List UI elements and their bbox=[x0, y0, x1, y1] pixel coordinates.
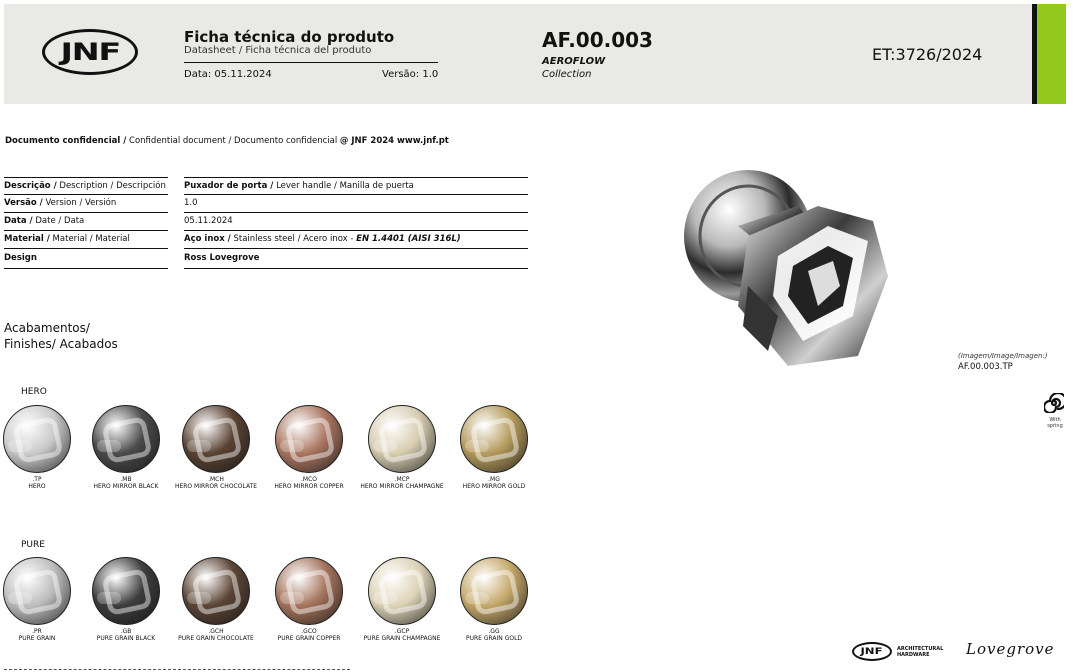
spec-rule bbox=[4, 230, 168, 231]
confidential-pt: Documento confidencial / bbox=[5, 136, 127, 146]
finish-code: .TP bbox=[32, 476, 42, 483]
swatch-highlight bbox=[280, 592, 304, 604]
spec-value-translations: 05.11.2024 bbox=[184, 216, 233, 226]
swatch-highlight bbox=[8, 592, 32, 604]
swatch-highlight bbox=[280, 440, 304, 452]
spec-label-translations: Date / Data bbox=[32, 216, 85, 226]
spec-label-translations: Description / Descripción bbox=[56, 181, 166, 191]
spec-rule bbox=[184, 177, 528, 178]
spec-value-translations: 1.0 bbox=[184, 198, 198, 208]
spec-label bbox=[4, 198, 116, 208]
swatch-highlight bbox=[187, 440, 211, 452]
finish-swatch bbox=[275, 405, 343, 473]
finish-swatch bbox=[3, 557, 71, 625]
finish-name: HERO MIRROR CHAMPAGNE bbox=[360, 483, 444, 490]
finish-name: HERO MIRROR COPPER bbox=[274, 483, 344, 490]
logo-text: JNF bbox=[60, 38, 120, 66]
jnf-logo bbox=[42, 29, 138, 75]
swatch-highlight bbox=[465, 440, 489, 452]
finish-swatch bbox=[3, 405, 71, 473]
spec-value bbox=[184, 216, 233, 226]
spec-value bbox=[184, 198, 198, 208]
finish-name: PURE GRAIN CHAMPAGNE bbox=[363, 635, 441, 642]
image-code: AF.00.003.TP bbox=[958, 362, 1013, 372]
product-code: AF.00.003 bbox=[542, 28, 653, 52]
finish-name: HERO MIRROR BLACK bbox=[93, 483, 159, 490]
footer-logo-text: JNF bbox=[860, 646, 884, 657]
confidential-others: Confidential document / Documento confidencial bbox=[126, 136, 340, 146]
spec-value bbox=[184, 181, 414, 191]
spec-label-translations: Material / Material bbox=[49, 234, 130, 244]
spring-icon bbox=[1044, 393, 1064, 413]
document-title: Ficha técnica do produto bbox=[184, 28, 395, 46]
swatch-highlight bbox=[97, 440, 121, 452]
image-caption: (Imagem/Image/Imagen:) bbox=[958, 352, 1048, 360]
spec-rule bbox=[4, 248, 168, 249]
finish-swatch bbox=[368, 557, 436, 625]
document-subtitle: Datasheet / Ficha técnica del produto bbox=[184, 45, 372, 56]
spec-rule bbox=[4, 194, 168, 195]
spec-value-primary: Ross Lovegrove bbox=[184, 253, 260, 263]
spring-label-line2: spring bbox=[1047, 423, 1063, 429]
finish-label bbox=[439, 476, 549, 490]
spec-value-translations: Lever handle / Manilla de puerta bbox=[273, 181, 414, 191]
spec-label-primary: Material / bbox=[4, 234, 50, 244]
finish-swatch bbox=[368, 405, 436, 473]
footer-jnf-logo bbox=[852, 642, 892, 661]
finish-swatch bbox=[275, 557, 343, 625]
finish-code: .GCH bbox=[208, 628, 224, 635]
spec-rule bbox=[184, 248, 528, 249]
spec-label bbox=[4, 181, 166, 191]
spring-label-line1: With bbox=[1049, 417, 1061, 423]
finish-swatch bbox=[92, 405, 160, 473]
spring-label bbox=[1044, 417, 1066, 429]
swatch-highlight bbox=[373, 592, 397, 604]
finish-swatch bbox=[460, 405, 528, 473]
spec-rule bbox=[184, 194, 528, 195]
header-rule bbox=[184, 62, 438, 63]
spec-rule bbox=[4, 268, 168, 269]
swatch-highlight bbox=[465, 592, 489, 604]
finishes-title bbox=[4, 320, 118, 352]
finish-name: PURE GRAIN CHOCOLATE bbox=[178, 635, 254, 642]
spec-value-standard: EN 1.4401 (AISI 316L) bbox=[356, 234, 461, 244]
swatch-highlight bbox=[187, 592, 211, 604]
finish-code: .MCP bbox=[394, 476, 410, 483]
finish-swatch bbox=[92, 557, 160, 625]
et-code: ET:3726/2024 bbox=[872, 45, 983, 64]
finish-name: PURE GRAIN BLACK bbox=[96, 635, 156, 642]
finish-group-title: PURE bbox=[21, 540, 45, 550]
finish-name: PURE GRAIN bbox=[18, 635, 56, 642]
finish-code: .GCO bbox=[301, 628, 317, 635]
spec-rule bbox=[4, 177, 168, 178]
swatch-highlight bbox=[373, 440, 397, 452]
spec-value-primary: Puxador de porta / bbox=[184, 181, 274, 191]
spec-rule bbox=[184, 268, 528, 269]
product-image bbox=[678, 166, 892, 376]
footer-dashed-rule bbox=[4, 669, 350, 670]
finish-swatch bbox=[182, 405, 250, 473]
finish-code: .MCO bbox=[301, 476, 317, 483]
spec-label-primary: Design bbox=[4, 253, 37, 263]
spec-rule bbox=[184, 230, 528, 231]
footer-arch-line2: HARDWARE bbox=[897, 652, 930, 658]
spec-label-primary: Versão / bbox=[4, 198, 43, 208]
designer-signature: Lovegrove bbox=[966, 640, 1055, 658]
finish-name: PURE GRAIN GOLD bbox=[465, 635, 523, 642]
spec-label-primary: Descrição / bbox=[4, 181, 57, 191]
finishes-title-line2: Finishes/ Acabados bbox=[4, 337, 118, 351]
spec-value bbox=[184, 253, 259, 263]
finish-name: PURE GRAIN COPPER bbox=[277, 635, 341, 642]
finish-code: .MB bbox=[120, 476, 132, 483]
finish-code: .PR bbox=[32, 628, 42, 635]
footer-arch-line1: ARCHITECTURAL bbox=[897, 646, 944, 652]
finish-swatch bbox=[182, 557, 250, 625]
spec-label bbox=[4, 234, 130, 244]
header-date: Data: 05.11.2024 bbox=[184, 69, 272, 80]
confidential-notice bbox=[5, 136, 449, 146]
spec-rule bbox=[4, 212, 168, 213]
spec-value bbox=[184, 234, 461, 244]
footer-architectural-hardware bbox=[897, 646, 943, 658]
finish-name: HERO MIRROR GOLD bbox=[462, 483, 526, 490]
finish-code: .GB bbox=[120, 628, 132, 635]
collection-label: Collection bbox=[542, 69, 592, 80]
finish-name: HERO MIRROR CHOCOLATE bbox=[174, 483, 258, 490]
collection-name: AEROFLOW bbox=[542, 56, 606, 67]
spec-value-primary: Aço inox / bbox=[184, 234, 231, 244]
finish-code: .GCP bbox=[394, 628, 410, 635]
finishes-title-line1: Acabamentos/ bbox=[4, 321, 90, 335]
spec-rule bbox=[184, 212, 528, 213]
spec-value-translations: Stainless steel / Acero inox - bbox=[230, 234, 357, 244]
swatch-highlight bbox=[97, 592, 121, 604]
confidential-copyright: @ JNF 2024 www.jnf.pt bbox=[339, 136, 449, 146]
spec-label-translations: Version / Versión bbox=[42, 198, 117, 208]
finish-code: .GG bbox=[488, 628, 500, 635]
finish-name: HERO bbox=[28, 483, 46, 490]
spec-label bbox=[4, 216, 84, 226]
finish-label bbox=[439, 628, 549, 642]
swatch-highlight bbox=[8, 440, 32, 452]
spec-label bbox=[4, 253, 37, 263]
finish-group-title: HERO bbox=[21, 387, 47, 397]
header-version: Versão: 1.0 bbox=[382, 69, 439, 80]
finish-swatch bbox=[460, 557, 528, 625]
spec-label-primary: Data / bbox=[4, 216, 33, 226]
finish-code: .MCH bbox=[208, 476, 224, 483]
finish-code: .MG bbox=[488, 476, 500, 483]
accent-bar bbox=[1037, 4, 1066, 104]
